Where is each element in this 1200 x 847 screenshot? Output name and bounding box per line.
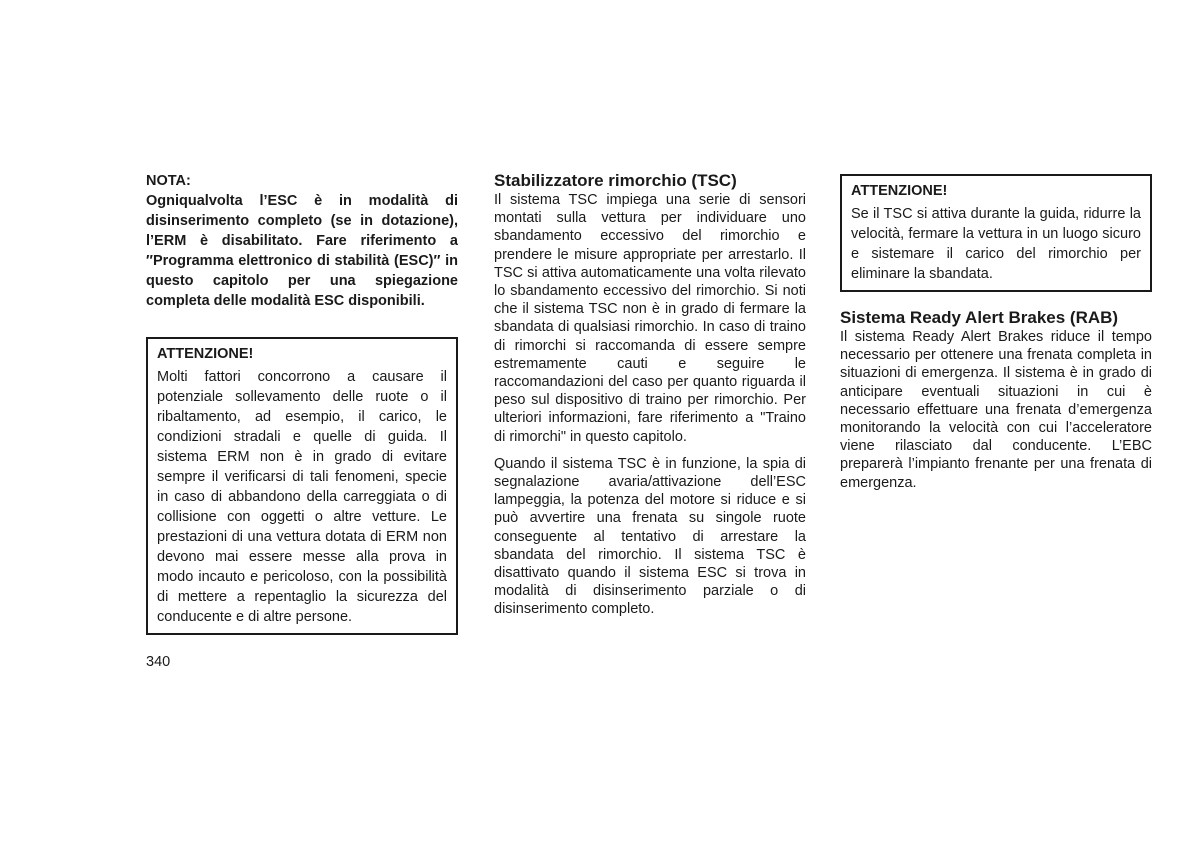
note-label: NOTA: [146,173,191,189]
warning-text: Se il TSC si attiva durante la guida, ridurre la velocità, fermare la vettura in un luogo sicuro e sistemare il carico del rimorchio per eliminare la sbandata. [851,206,1141,282]
warning-title: ATTENZIONE! [851,183,948,199]
note-text: Ogniqualvolta l’ESC è in modalità di disinserimento completo (se in dotazione), l’ERM è disabilitato. Fare riferimento a ″Programma elettronico di stabilità (ESC)″ in questo capitolo per una spiegazione completa delle modalità ESC disponibili. [146,193,458,309]
warning-box-tsc [840,174,1152,292]
tsc-paragraph-2: Quando il sistema TSC è in funzione, la spia di segnalazione avaria/attivazione dell’ESC lampeggia, la potenza del motore si riduce e si può avvertire una frenata su singole ruote conseguente al tentativo di arrestare la sbandata del rimorchio. Il sistema TSC è disattivato quando il sistema ESC si trova in modalità di disinserimento parziale o di disinserimento completo. [494,455,806,618]
tsc-paragraph-1: Il sistema TSC impiega una serie di sensori montati sulla vettura per individuare uno sbandamento eccessivo del rimorchio e prendere le misure appropriate per arrestarlo. Il TSC si attiva automaticamente una volta rilevato lo sbandamento eccessivo del rimorchio. Si noti che il sistema TSC non è in grado di fermare la sbandata di qualsiasi rimorchio. In caso di traino di rimorchi si raccomanda di essere sempre estremamente cauti e seguire le raccomandazioni del caso per quanto riguarda il peso sul dispositivo di traino per rimorchio. Per ulteriori informazioni, fare riferimento a "Traino di rimorchi" in questo capitolo. [494,192,806,445]
warning-text: Molti fattori concorrono a causare il potenziale sollevamento delle ruote o il ribaltamento, ad esempio, il carico, le condizioni stradali e quelle di guida. Il sistema ERM non è in grado di evitare sempre il verificarsi di tali fenomeni, specie in caso di abbandono della carreggiata o di collisione con oggetti o altre vetture. Le prestazioni di una vettura dotata di ERM non devono mai essere messe alla prova in modo incauto e pericoloso, con la possibilità di mettere a repentaglio la sicurezza del conducente e di altre persone. [157,369,447,625]
left-column [146,171,458,635]
section-title-rab: Sistema Ready Alert Brakes (RAB) [840,308,1119,327]
warning-box-erm [146,337,458,635]
warning-title: ATTENZIONE! [157,346,254,362]
page-number: 340 [146,654,171,670]
middle-column [494,171,806,619]
section-title-tsc: Stabilizzatore rimorchio (TSC) [494,171,737,190]
rab-paragraph: Il sistema Ready Alert Brakes riduce il tempo necessario per ottenere una frenata completa in situazioni di emergenza. Il sistema è in grado di anticipare eventuali situazioni in cui è necessario effettuare una frenata d’emergenza monitorando la velocità con cui l’acceleratore viene rilasciato dal conducente. L’EBC preparerà l’impianto frenante per una frenata di emergenza. [840,329,1152,491]
right-column [840,174,1152,492]
